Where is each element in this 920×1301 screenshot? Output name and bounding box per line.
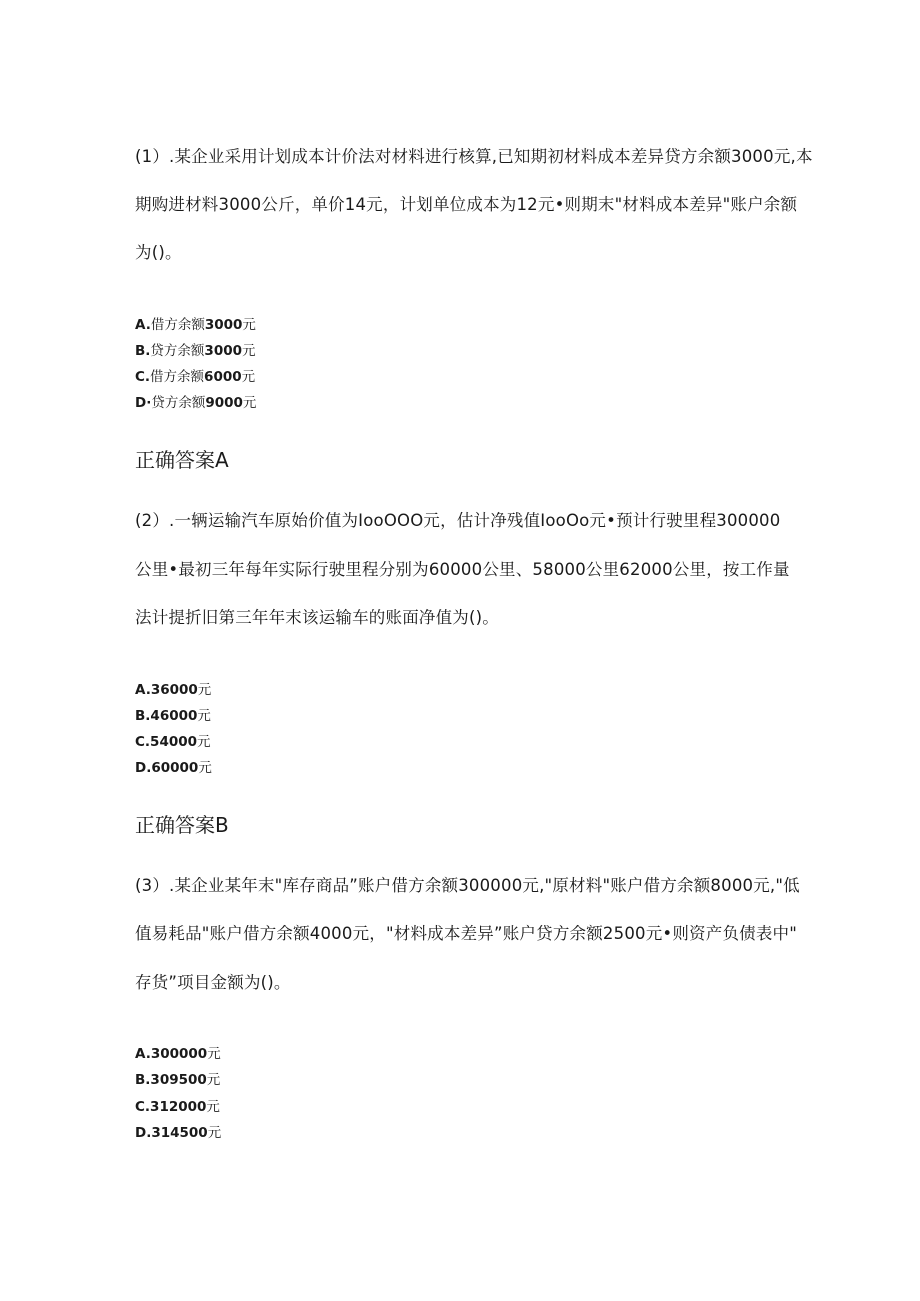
question-2-option-c — [135, 732, 211, 752]
option-unit: 元 — [197, 734, 211, 750]
question-1-answer: 正确答案A — [135, 448, 229, 472]
question-1-option-c — [135, 367, 255, 387]
option-text: 贷方余额 — [151, 395, 206, 411]
option-number: 300000 — [150, 1046, 208, 1062]
question-1-option-b — [135, 341, 256, 361]
option-number: 312000 — [150, 1099, 207, 1115]
option-number: 3000 — [204, 343, 242, 359]
option-unit: 元 — [197, 708, 211, 724]
option-unit: 元 — [241, 369, 256, 385]
option-prefix: D. — [135, 760, 152, 776]
option-prefix: B. — [135, 343, 151, 359]
question-2-line-2: 公里•最初三年每年实际行驶里程分别为60000公里、58000公里62000公里，按工作量 — [135, 560, 790, 579]
question-2-line-3: 法计提折旧第三年年末该运输车的账面净值为()。 — [135, 608, 499, 627]
option-number: 36000 — [150, 682, 198, 698]
question-3-option-b — [135, 1070, 220, 1090]
question-1-option-a — [135, 315, 256, 335]
question-3-line-3: 存货”项目金额为()。 — [135, 973, 291, 992]
option-prefix: A. — [135, 317, 151, 333]
option-unit: 元 — [198, 760, 212, 776]
question-1-line-3: 为()。 — [135, 243, 182, 262]
option-unit: 元 — [206, 1099, 220, 1115]
option-number: 54000 — [150, 734, 198, 750]
option-prefix: A. — [135, 682, 151, 698]
option-unit: 元 — [206, 1072, 221, 1088]
option-prefix: B. — [135, 1072, 151, 1088]
option-unit: 元 — [242, 317, 256, 333]
option-number: 314500 — [151, 1125, 208, 1141]
question-1-line-2: 期购进材料3000公斤，单价14元，计划单位成本为12元•则期末"材料成本差异"账户余额 — [135, 195, 798, 214]
question-2-answer: 正确答案B — [135, 813, 229, 837]
option-unit: 元 — [197, 682, 212, 698]
question-2-line-1: (2）.一辆运输汽车原始价值为IooOOO元，估计净残值IooOo元•预计行驶里程300000 — [135, 511, 781, 530]
question-1-option-d — [135, 393, 256, 413]
option-number: 60000 — [151, 760, 199, 776]
option-number: 309500 — [150, 1072, 207, 1088]
question-2-option-a — [135, 680, 211, 700]
option-text: 借方余额 — [150, 369, 205, 385]
option-number: 9000 — [205, 395, 243, 411]
option-text: 贷方余额 — [150, 343, 205, 359]
option-prefix: D. — [135, 1125, 152, 1141]
question-3-option-a — [135, 1044, 221, 1064]
option-unit: 元 — [242, 343, 256, 359]
option-prefix: C. — [135, 1099, 151, 1115]
option-prefix: C. — [135, 369, 151, 385]
option-unit: 元 — [207, 1046, 221, 1062]
question-3-line-2: 值易耗品"账户借方余额4000元，"材料成本差异”账户贷方余额2500元•则资产负债表中" — [135, 924, 798, 943]
question-2-option-b — [135, 706, 211, 726]
option-number: 3000 — [204, 317, 243, 333]
option-prefix: B. — [135, 708, 151, 724]
option-number: 6000 — [204, 369, 242, 385]
question-1-line-1: (1）.某企业采用计划成本计价法对材料进行核算,已知期初材料成本差异贷方余额3000元,本 — [135, 147, 813, 166]
question-2-option-d — [135, 758, 212, 778]
question-3-line-1: (3）.某企业某年末"库存商品”账户借方余额300000元,"原材料"账户借方余额8000元,"低 — [135, 876, 800, 895]
option-unit: 元 — [242, 395, 257, 411]
option-text: 借方余额 — [150, 317, 205, 333]
question-3-option-d — [135, 1123, 221, 1143]
option-prefix: C. — [135, 734, 151, 750]
option-prefix: A. — [135, 1046, 151, 1062]
question-3-option-c — [135, 1097, 220, 1117]
option-number: 46000 — [150, 708, 198, 724]
option-unit: 元 — [207, 1125, 222, 1141]
option-prefix: D· — [135, 395, 152, 411]
